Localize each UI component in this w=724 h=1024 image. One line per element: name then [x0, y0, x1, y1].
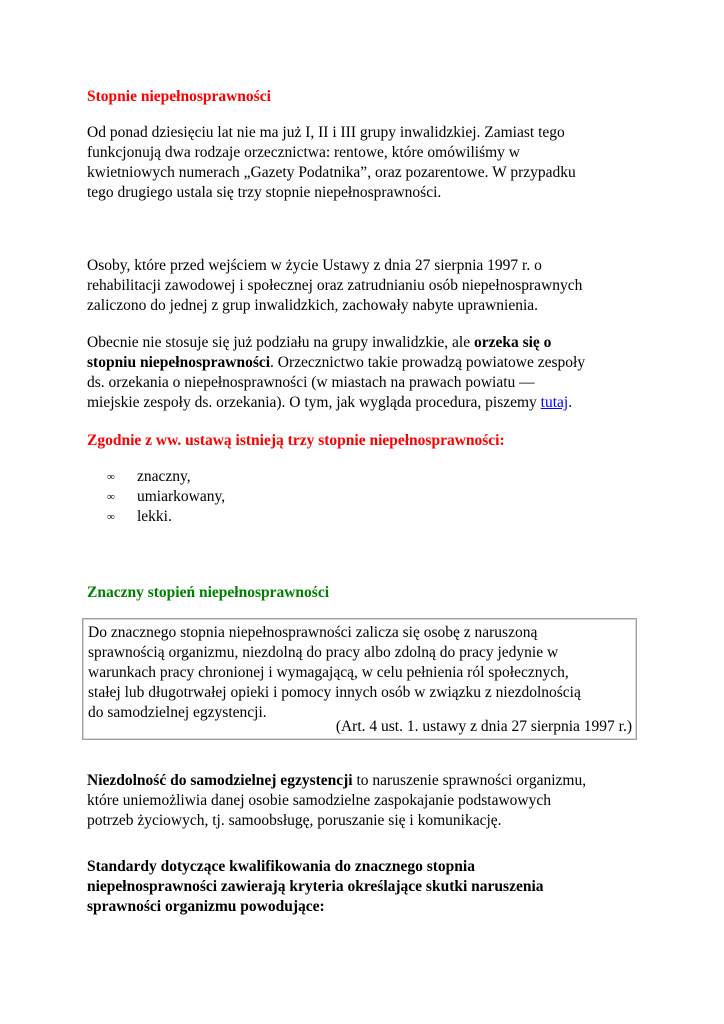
paragraph-current — [87, 333, 585, 413]
text-run: . — [568, 394, 573, 411]
text-line: rehabilitacji zawodowej i społecznej oraz zatrudnianiu osób niepełnosprawnych — [87, 277, 583, 294]
text-line: funkcjonują dwa rodzaje orzecznictwa: rentowe, które omówiliśmy w — [87, 144, 520, 161]
paragraph-inability — [87, 771, 586, 831]
text-line: Osoby, które przed wejściem w życie Ustawy z dnia 27 sierpnia 1997 r. o — [87, 257, 542, 274]
text-line: zaliczono do jednej z grup inwalidzkich, zachowały nabyte uprawnienia. — [87, 297, 539, 314]
list-item-label: znaczny, — [137, 468, 191, 485]
list-item — [107, 487, 225, 507]
text-line — [87, 393, 585, 413]
text-line: które uniemożliwia danej osobie samodzielne zaspokajanie podstawowych — [87, 792, 551, 809]
text-line: sprawności organizmu powodujące: — [87, 898, 325, 915]
infinity-bullet-icon: ∞ — [107, 511, 115, 523]
text-line: tego drugiego ustala się trzy stopnie niepełnosprawności. — [87, 184, 442, 201]
quote-line: sprawnością organizmu, niezdolną do pracy albo zdolną do pracy jedynie w — [88, 644, 559, 661]
text-run: Obecnie nie stosuje się już podziału na grupy inwalidzkie, ale — [87, 334, 474, 351]
text-line: ds. orzekania o niepełnosprawności (w miastach na prawach powiatu — — [87, 374, 535, 391]
quote-line: warunkach pracy chronionej i wymagającą, w celu pełnienia ról społecznych, — [88, 664, 569, 681]
text-line — [87, 353, 585, 373]
list-item — [107, 507, 225, 527]
heading-three-degrees: Zgodnie z ww. ustawą istnieją trzy stopnie niepełnosprawności: — [87, 432, 505, 449]
text-line: Od ponad dziesięciu lat nie ma już I, II i III grupy inwalidzkiej. Zamiast tego — [87, 124, 565, 141]
legal-quote-box — [82, 618, 637, 740]
infinity-bullet-icon: ∞ — [107, 491, 115, 503]
paragraph-intro — [87, 123, 576, 203]
quote-line: stałej lub długotrwałej opieki i pomocy innych osób w związku z niezdolnością — [88, 684, 581, 701]
quote-line: do samodzielnej egzystencji. — [88, 704, 267, 721]
text-line: kwietniowych numerach „Gazety Podatnika”, oraz pozarentowe. W przypadku — [87, 164, 576, 181]
text-line — [87, 333, 585, 353]
list-item — [107, 467, 225, 487]
heading-degrees: Stopnie niepełnosprawności — [87, 88, 271, 105]
heading-significant-degree: Znaczny stopień niepełnosprawności — [87, 584, 330, 601]
text-run: . Orzecznictwo takie prowadzą powiatowe zespoły — [270, 354, 586, 371]
text-run: miejskie zespoły ds. orzekania). O tym, jak wygląda procedura, piszemy — [87, 394, 541, 411]
bold-text: Niezdolność do samodzielnej egzystencji — [87, 772, 353, 789]
bold-text: orzeka się o — [473, 334, 552, 351]
paragraph-rights — [87, 256, 582, 316]
quote-text — [88, 623, 581, 723]
paragraph-standards — [87, 857, 544, 917]
bold-text: stopniu niepełnosprawności — [87, 354, 271, 371]
tutaj-link[interactable]: tutaj — [540, 394, 569, 411]
quote-line: Do znacznego stopnia niepełnosprawności zalicza się osobę z naruszoną — [88, 624, 538, 641]
text-line: potrzeb życiowych, tj. samoobsługę, poruszanie się i komunikację. — [87, 812, 502, 829]
degrees-list — [107, 467, 225, 527]
list-item-label: lekki. — [137, 508, 172, 525]
infinity-bullet-icon: ∞ — [107, 471, 115, 483]
list-item-label: umiarkowany, — [137, 488, 226, 505]
text-line: niepełnosprawności zawierają kryteria określające skutki naruszenia — [87, 878, 544, 895]
text-line — [87, 771, 586, 791]
text-line: Standardy dotyczące kwalifikowania do znacznego stopnia — [87, 858, 475, 875]
text-run: to naruszenie sprawności organizmu, — [352, 772, 587, 789]
quote-source: (Art. 4 ust. 1. ustawy z dnia 27 sierpnia 1997 r.) — [335, 718, 632, 735]
